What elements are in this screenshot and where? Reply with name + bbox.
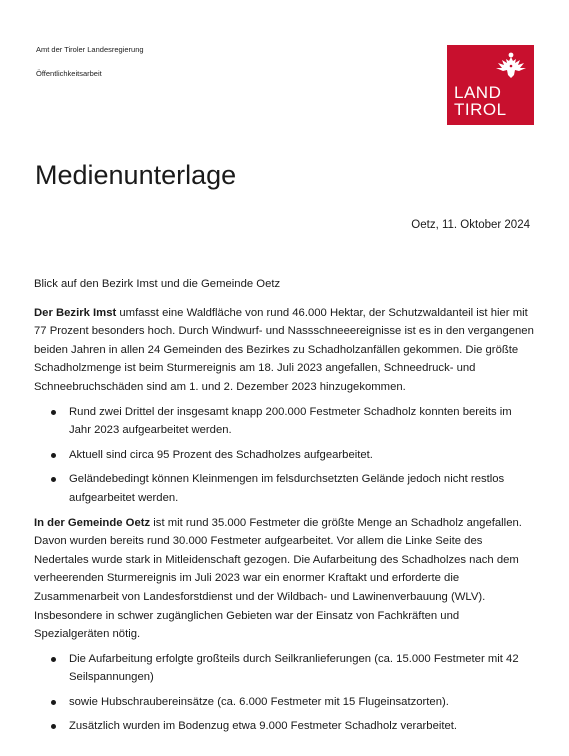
document-date: Oetz, 11. Oktober 2024 — [411, 219, 530, 231]
org-name: Amt der Tiroler Landesregierung — [36, 45, 144, 54]
paragraph-text: umfasst eine Waldfläche von rund 46.000 Hektar, der Schutzwaldanteil ist hier mit 77 Prozent besonders hoch. Durch Windwurf- und Nassschneeereignisse ist es in den vergangenen beiden Jahren in allen 24 Gemeinden des Bezirkes zu Schadholzanfällen gekommen. Die größte Schadholzmenge ist beim Sturmereignis am 18. Juli 2023 angefallen, Schneedruck- und Schneebruchschäden sind am 1. und 2. Dezember 2023 hinzugekommen. — [34, 306, 534, 393]
tyrolean-eagle-icon — [494, 51, 528, 79]
list-item: sowie Hubschraubereinsätze (ca. 6.000 Festmeter mit 15 Flugeinsatzorten). — [34, 693, 534, 712]
org-department: Öffentlichkeitsarbeit — [36, 69, 102, 78]
list-item: Zusätzlich wurden im Bodenzug etwa 9.000 Festmeter Schadholz verarbeitet. — [34, 717, 534, 736]
list-item: Die Aufarbeitung erfolgte großteils durch Seilkranlieferungen (ca. 15.000 Festmeter mit 42 Seilspannungen) — [34, 650, 534, 687]
land-tirol-logo — [447, 45, 534, 125]
bullet-list-oetz — [34, 650, 534, 736]
logo-wordmark — [454, 84, 507, 118]
logo-line-land: LAND — [454, 83, 502, 102]
paragraph-text: ist mit rund 35.000 Festmeter die größte Menge an Schadholz angefallen. Davon wurden bereits rund 30.000 Festmeter aufgearbeitet. Vor allem die Linke Seite des Nedertales wurde stark in Mitleidenschaft gezogen. Die Aufarbeitung des Schadholzes nach dem verheerenden Sturmereignis im Juli 2023 war ein enormer Kraftakt und erforderte die Zusammenarbeit von Landesforstdienst und der Wildbach- und Lawinenverbauung (WLV). Insbesondere in schwer zugänglichen Gebieten war der Einsatz von Fachkräften und Spezialgeräten nötig. — [34, 516, 522, 641]
logo-line-tirol: TIROL — [454, 100, 507, 119]
paragraph-bezirk-imst — [34, 304, 534, 397]
document-title: Medienunterlage — [35, 160, 237, 190]
paragraph-lead: In der Gemeinde Oetz — [34, 516, 151, 529]
paragraph-gemeinde-oetz — [34, 514, 534, 644]
bullet-list-bezirk — [34, 403, 534, 508]
list-item: Rund zwei Drittel der insgesamt knapp 200.000 Festmeter Schadholz konnten bereits im Jahr 2023 aufgearbeitet werden. — [34, 403, 534, 440]
list-item: Geländebedingt können Kleinmengen im felsdurchsetzten Gelände jedoch nicht restlos aufgearbeitet werden. — [34, 470, 534, 507]
paragraph-lead: Der Bezirk Imst — [34, 306, 117, 319]
document-body — [34, 275, 534, 742]
list-item: Aktuell sind circa 95 Prozent des Schadholzes aufgearbeitet. — [34, 446, 534, 465]
section-heading: Blick auf den Bezirk Imst und die Gemeinde Oetz — [34, 278, 281, 290]
